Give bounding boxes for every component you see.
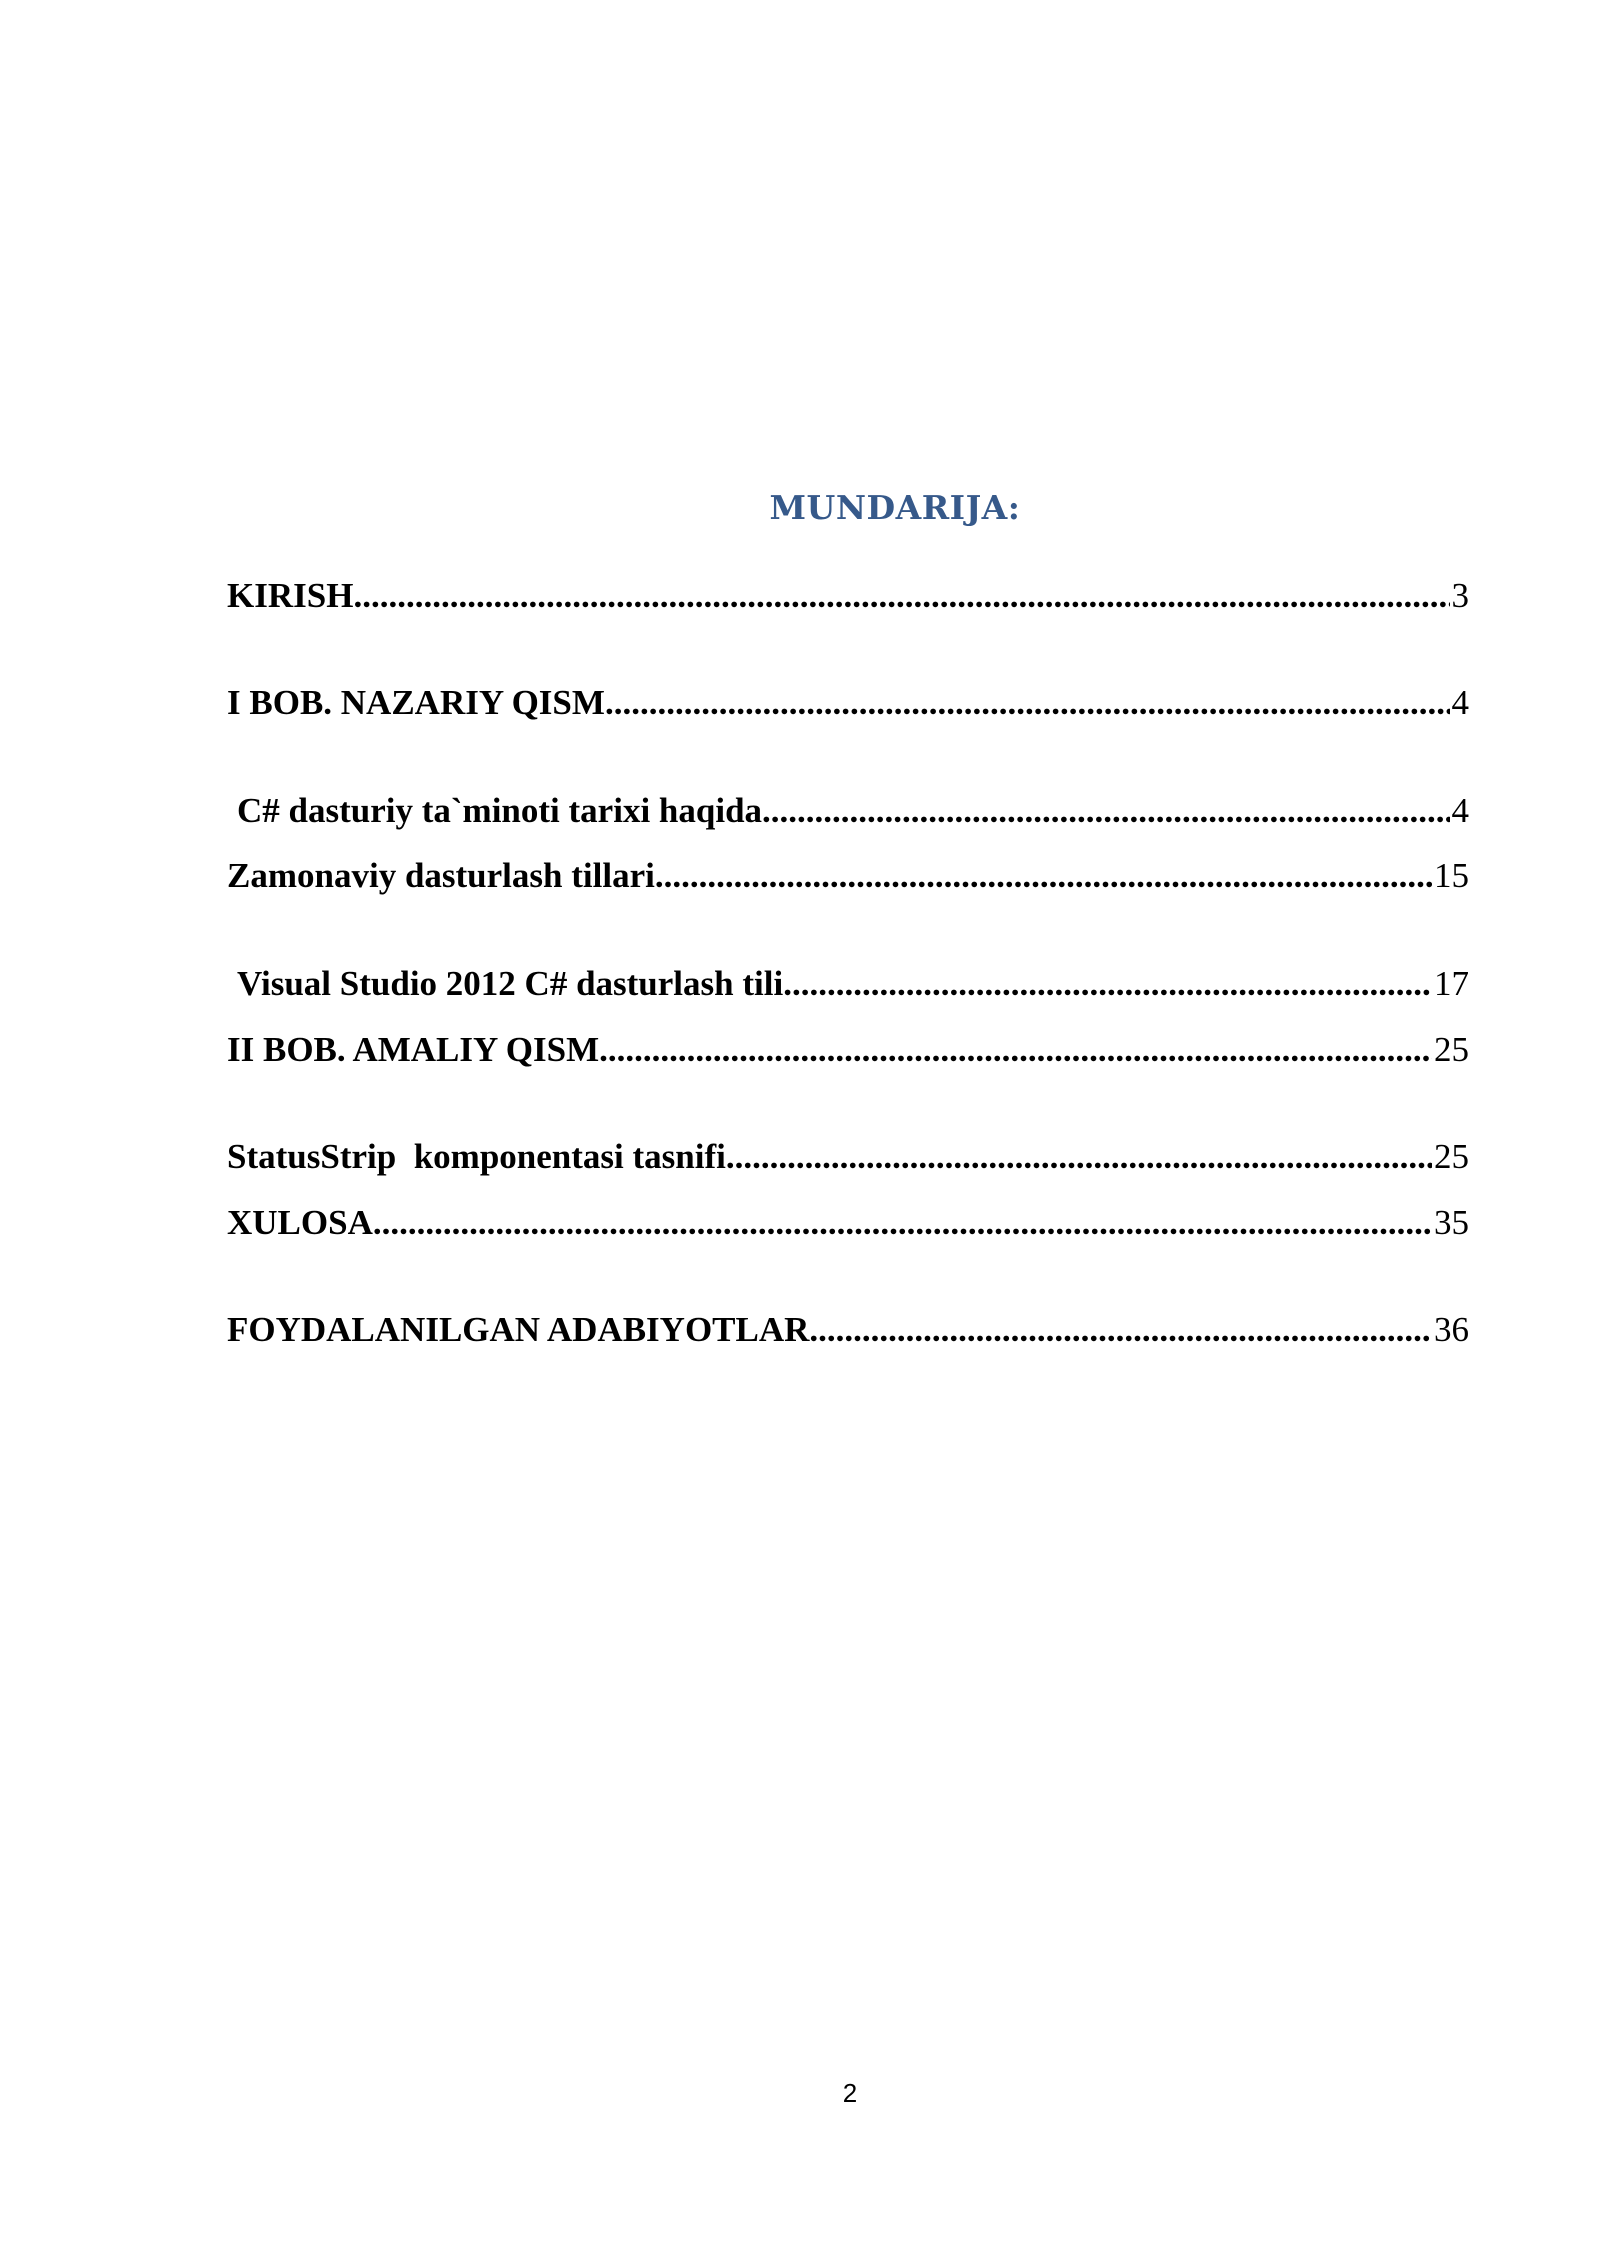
toc-entry-adabiyotlar bbox=[227, 1308, 1469, 1352]
toc-entry-page: 25 bbox=[1434, 1030, 1469, 1069]
toc-entry-page: 35 bbox=[1434, 1203, 1469, 1242]
toc-entry-page: 3 bbox=[1451, 576, 1469, 615]
toc-heading: MUNDARIJA: bbox=[769, 488, 1021, 527]
toc-entry-title: FOYDALANILGAN ADABIYOTLAR bbox=[227, 1310, 810, 1349]
toc-entry-nazariy-qism bbox=[227, 681, 1469, 725]
toc-entry-zamonaviy-tillar bbox=[227, 854, 1469, 898]
toc-entry-title: KIRISH bbox=[227, 576, 354, 615]
toc-entry-title: I BOB. NAZARIY QISM bbox=[227, 683, 605, 722]
toc-dot-leader bbox=[353, 574, 1449, 618]
toc-entry-title: StatusStrip komponentasi tasnifi bbox=[227, 1137, 726, 1176]
toc-dot-leader bbox=[783, 962, 1432, 1006]
toc-entry-title: Visual Studio 2012 C# dasturlash tili bbox=[237, 964, 784, 1003]
toc-entry-title: Zamonaviy dasturlash tillari bbox=[227, 856, 655, 895]
toc-entry-title: II BOB. AMALIY QISM bbox=[227, 1030, 600, 1069]
toc-dot-leader bbox=[373, 1201, 1432, 1245]
toc-dot-leader bbox=[655, 854, 1432, 898]
toc-entry-page: 36 bbox=[1434, 1310, 1469, 1349]
toc-dot-leader bbox=[599, 1028, 1432, 1072]
toc-entry-statusstrip bbox=[227, 1135, 1469, 1179]
toc-entry-csharp-tarixi bbox=[227, 789, 1469, 833]
toc-dot-leader bbox=[726, 1135, 1432, 1179]
toc-entry-page: 17 bbox=[1434, 964, 1469, 1003]
toc-entry-page: 4 bbox=[1451, 683, 1469, 722]
toc-entry-visual-studio bbox=[227, 962, 1469, 1006]
toc-dot-leader bbox=[762, 789, 1449, 833]
toc-entry-xulosa bbox=[227, 1201, 1469, 1245]
toc-entry-amaliy-qism bbox=[227, 1028, 1469, 1072]
toc-dot-leader bbox=[605, 681, 1450, 725]
toc-entry-page: 4 bbox=[1451, 791, 1469, 830]
toc-entry-title: C# dasturiy ta`minoti tarixi haqida bbox=[237, 791, 763, 830]
toc-dot-leader bbox=[809, 1308, 1432, 1352]
toc-entry-page: 25 bbox=[1434, 1137, 1469, 1176]
toc-entry-page: 15 bbox=[1434, 856, 1469, 895]
toc-entry-kirish bbox=[227, 574, 1469, 618]
toc-entry-title: XULOSA bbox=[227, 1203, 373, 1242]
page-number: 2 bbox=[842, 2078, 858, 2108]
